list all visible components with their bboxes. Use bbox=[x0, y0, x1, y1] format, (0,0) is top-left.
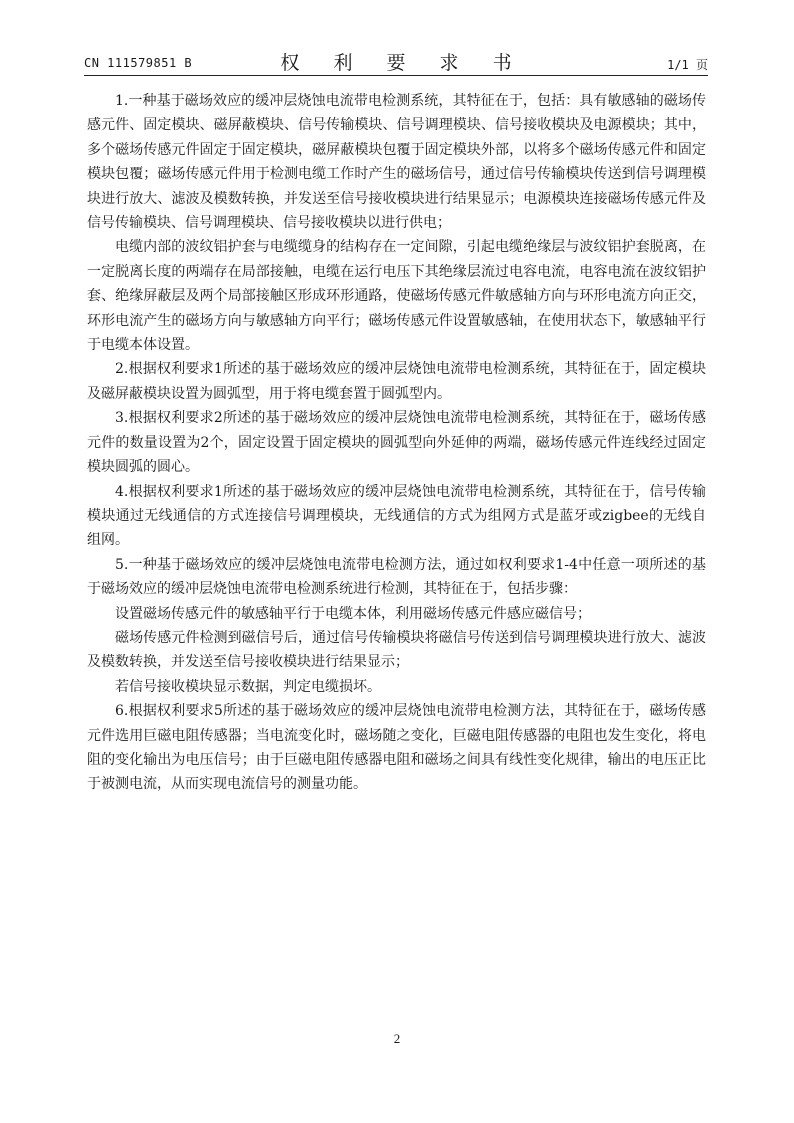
page-label: 1/1 页 bbox=[667, 58, 708, 72]
document-header bbox=[84, 48, 708, 74]
claim-3-paragraph: 3.根据权利要求2所述的基于磁场效应的缓冲层烧蚀电流带电检测系统，其特征在于，磁场传感元件的数量设置为2个，固定设置于固定模块的圆弧型向外延伸的两端，磁场传感元件连线经过固定模块圆弧的圆心。 bbox=[87, 410, 706, 476]
claim-5-step-1: 设置磁场传感元件的敏感轴平行于电缆本体，利用磁场传感元件感应磁信号； bbox=[115, 605, 591, 622]
claim-2-paragraph: 2.根据权利要求1所述的基于磁场效应的缓冲层烧蚀电流带电检测系统，其特征在于，固定模块及磁屏蔽模块设置为圆弧型，用于将电缆套置于圆弧型内。 bbox=[87, 361, 706, 402]
claim-1-continuation: 电缆内部的波纹铝护套与电缆缆身的结构存在一定间隙，引起电缆绝缘层与波纹铝护套脱离，在一定脱离长度的两端存在局部接触，电缆在运行电压下其绝缘层流过电容电流，电容电流在波纹铝护套、绝缘屏蔽层及两个局部接触区形成环形通路，使磁场传感元件敏感轴方向与环形电流方向正交，环形电流产生的磁场方向与敏感轴方向平行；磁场传感元件设置敏感轴，在使用状态下，敏感轴平行于电缆本体设置。 bbox=[87, 239, 706, 354]
claim-5-step-3: 若信号接收模块显示数据，判定电缆损坏。 bbox=[115, 678, 381, 695]
claims-body bbox=[87, 89, 706, 797]
claim-1-paragraph: 1.一种基于磁场效应的缓冲层烧蚀电流带电检测系统，其特征在于，包括：具有敏感轴的磁场传感元件、固定模块、磁屏蔽模块、信号传输模块、信号调理模块、信号接收模块及电源模块；其中，多个磁场传感元件固定于固定模块，磁屏蔽模块包覆于固定模块外部，以将多个磁场传感元件和固定模块包覆；磁场传感元件用于检测电缆工作时产生的磁场信号，通过信号传输模块传送到信号调理模块进行放大、滤波及模数转换，并发送至信号接收模块进行结果显示；电源模块连接磁场传感元件及信号传输模块、信号调理模块、信号接收模块以进行供电； bbox=[87, 93, 706, 232]
claim-4-paragraph: 4.根据权利要求1所述的基于磁场效应的缓冲层烧蚀电流带电检测系统，其特征在于，信号传输模块通过无线通信的方式连接信号调理模块，无线通信的方式为组网方式是蓝牙或zigbee的无线自组网。 bbox=[87, 483, 706, 549]
patent-number: CN 111579851 B bbox=[84, 56, 193, 70]
header-divider bbox=[84, 75, 708, 76]
claim-5-paragraph: 5.一种基于磁场效应的缓冲层烧蚀电流带电检测方法，通过如权利要求1-4中任意一项所述的基于磁场效应的缓冲层烧蚀电流带电检测系统进行检测，其特征在于，包括步骤： bbox=[87, 556, 706, 598]
document-title: 权 利 要 求 书 bbox=[280, 52, 526, 74]
claim-5-step-2: 磁场传感元件检测到磁信号后，通过信号传输模块将磁信号传送到信号调理模块进行放大、滤波及模数转换，并发送至信号接收模块进行结果显示； bbox=[87, 629, 706, 671]
claim-6-paragraph: 6.根据权利要求5所述的基于磁场效应的缓冲层烧蚀电流带电检测方法，其特征在于，磁场传感元件选用巨磁电阻传感器；当电流变化时，磁场随之变化，巨磁电阻传感器的电阻也发生变化，将电阻的变化输出为电压信号；由于巨磁电阻传感器电阻和磁场之间具有线性变化规律，输出的电压正比于被测电流，从而实现电流信号的测量功能。 bbox=[87, 703, 706, 793]
page-number: 2 bbox=[393, 1031, 401, 1046]
